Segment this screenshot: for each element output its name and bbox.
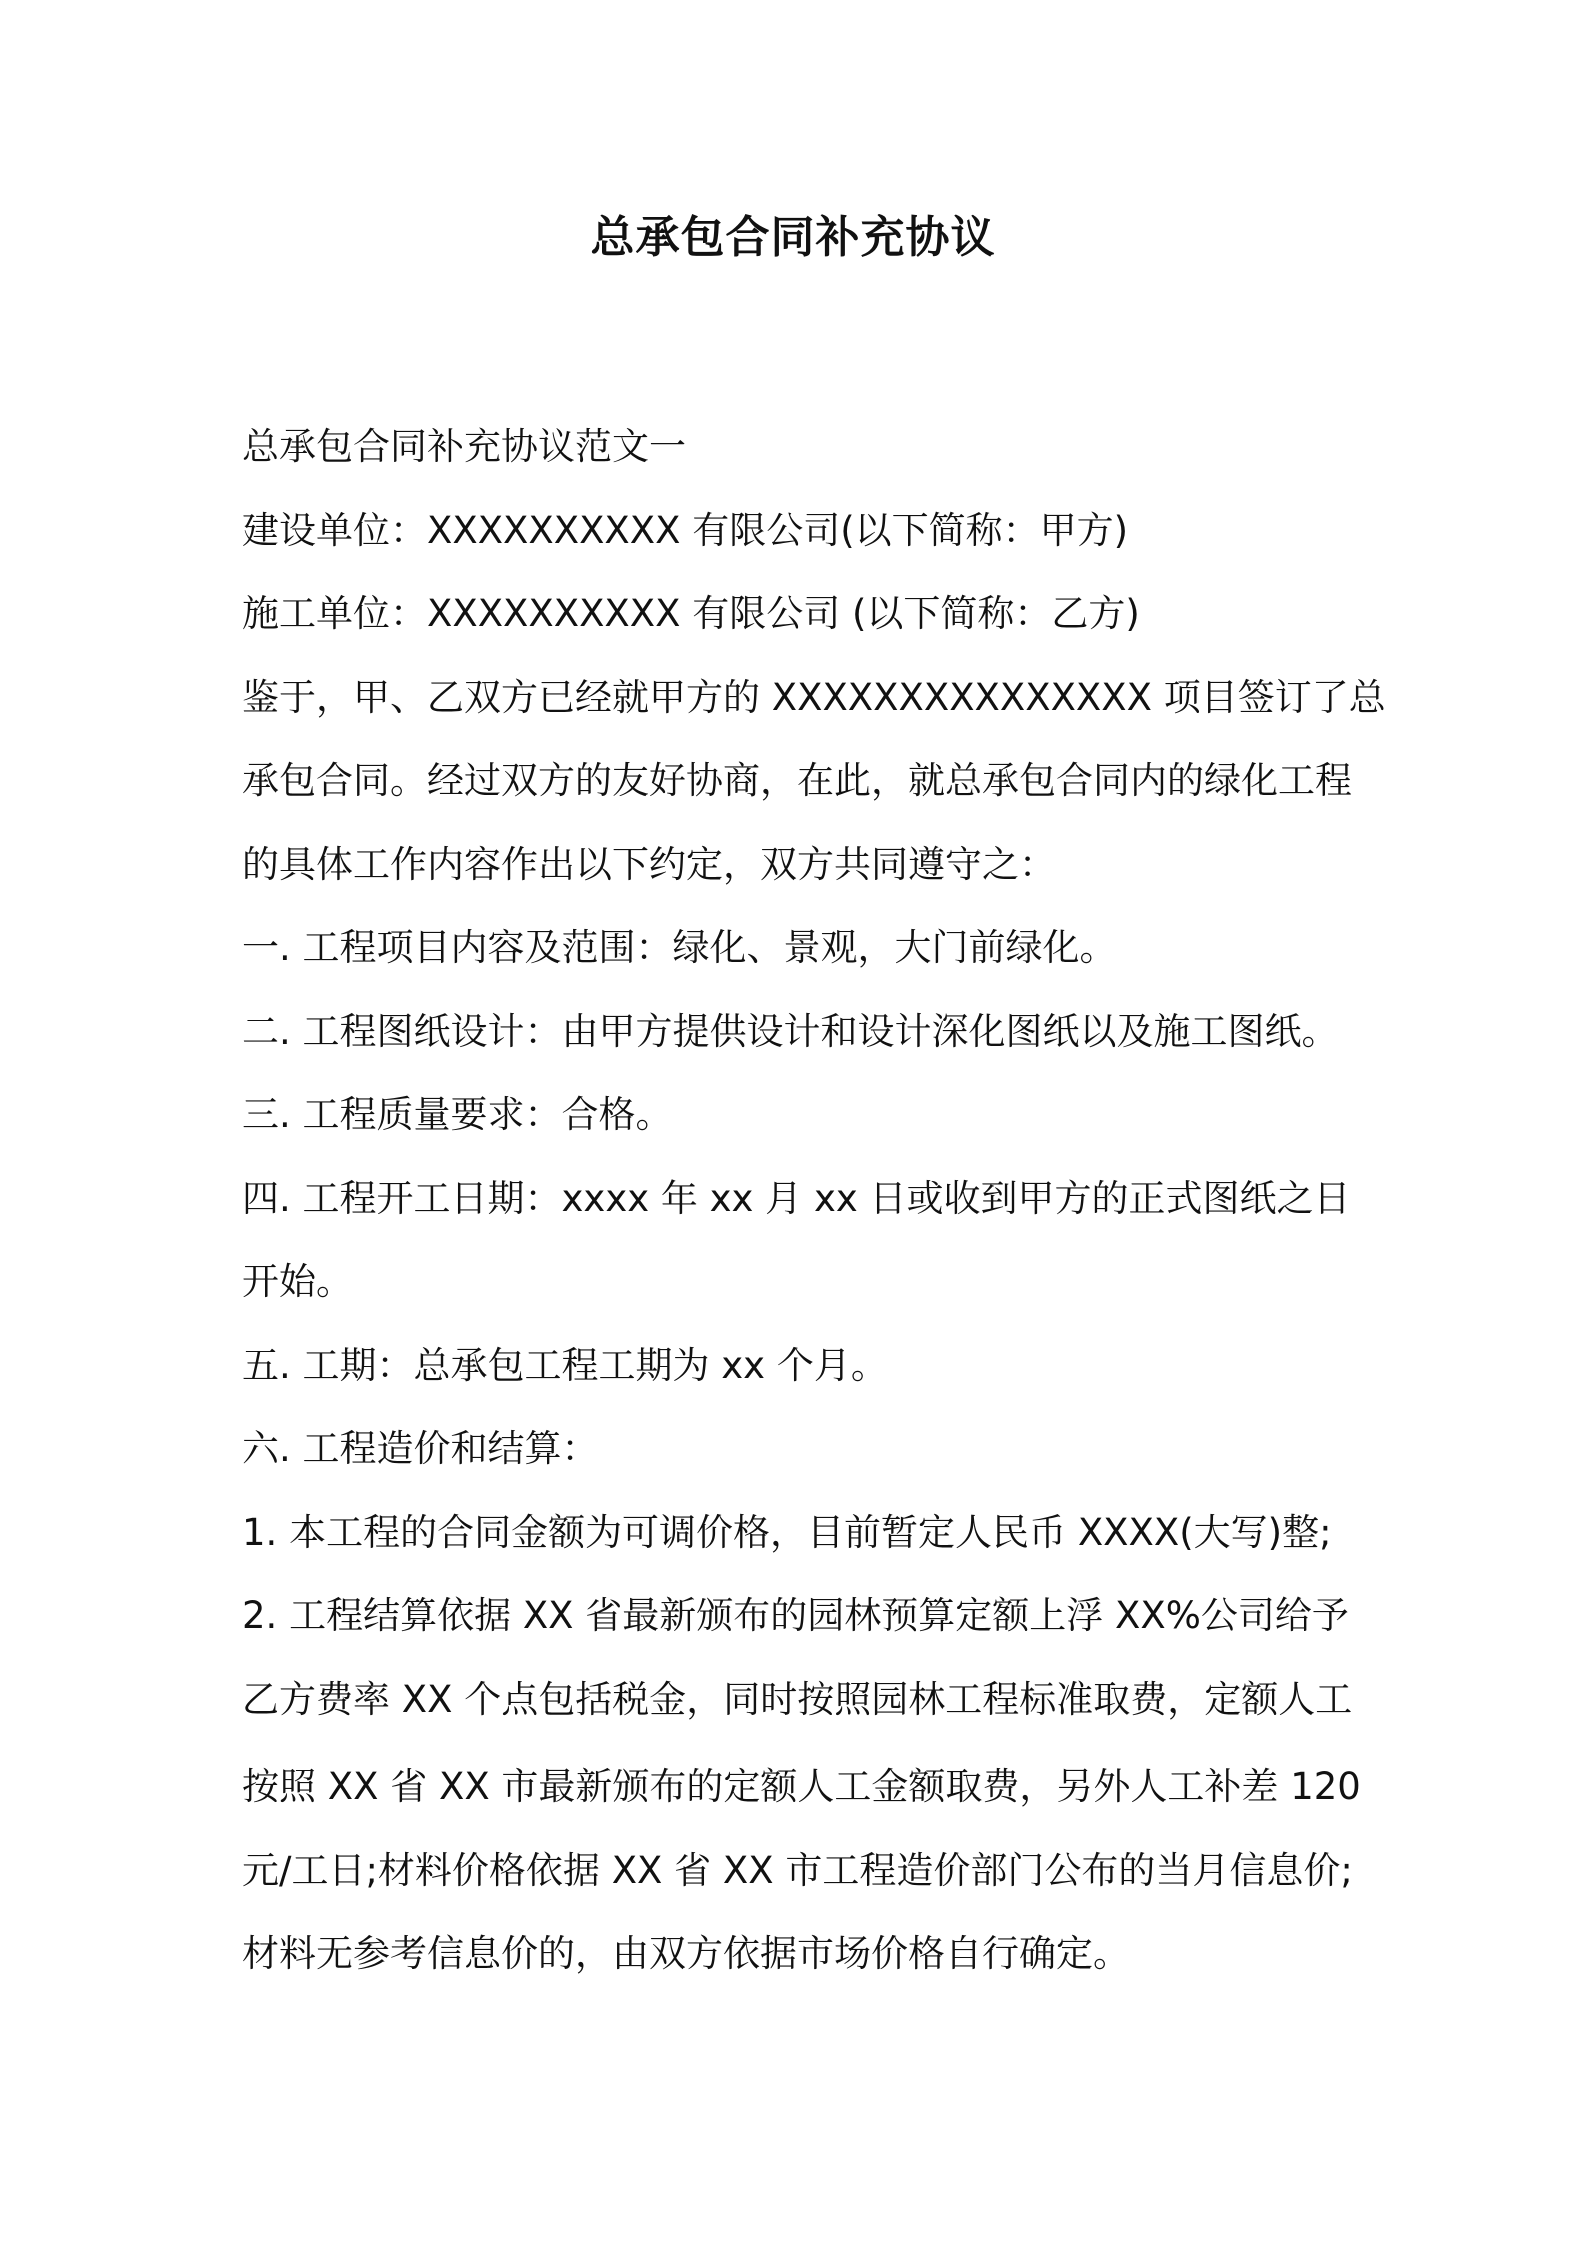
section-heading: 总承包合同补充协议范文一 — [242, 425, 686, 468]
clause-4-line-2: 开始。 — [242, 1260, 353, 1303]
preamble-line-2: 承包合同。经过双方的友好协商，在此，就总承包合同内的绿化工程 — [242, 759, 1352, 802]
preamble-line-3: 的具体工作内容作出以下约定，双方共同遵守之： — [242, 842, 1056, 886]
clause-4-line-1: 四. 工程开工日期：xxxx 年 xx 月 xx 日或收到甲方的正式图纸之日 — [242, 1176, 1351, 1220]
preamble-line-1: 鉴于，甲、乙双方已经就甲方的 XXXXXXXXXXXXXXX 项目签订了总 — [242, 675, 1386, 719]
clause-3: 三. 工程质量要求：合格。 — [242, 1093, 673, 1136]
subclause-2-line-2: 乙方费率 XX 个点包括税金，同时按照园林工程标准取费，定额人工 — [242, 1677, 1353, 1721]
document-body — [242, 405, 1386, 1996]
subclause-1: 1. 本工程的合同金额为可调价格，目前暂定人民币 XXXX(大写)整; — [242, 1510, 1332, 1554]
subclause-2-line-3: 按照 XX 省 XX 市最新颁布的定额人工金额取费，另外人工补差 120 — [242, 1765, 1361, 1808]
document-title: 总承包合同补充协议 — [590, 212, 996, 263]
clause-2: 二. 工程图纸设计：由甲方提供设计和设计深化图纸以及施工图纸。 — [242, 1009, 1339, 1053]
subclause-2-line-1: 2. 工程结算依据 XX 省最新颁布的园林预算定额上浮 XX%公司给予 — [242, 1594, 1349, 1637]
clause-6-heading: 六. 工程造价和结算： — [242, 1427, 599, 1470]
subclause-2-line-4: 元/工日;材料价格依据 XX 省 XX 市工程造价部门公布的当月信息价; — [242, 1848, 1353, 1892]
subclause-2-line-5: 材料无参考信息价的，由双方依据市场价格自行确定。 — [242, 1932, 1130, 1975]
party-a-line: 建设单位：XXXXXXXXXX 有限公司(以下简称：甲方) — [242, 508, 1129, 552]
clause-1: 一. 工程项目内容及范围：绿化、景观，大门前绿化。 — [242, 926, 1117, 969]
clause-5: 五. 工期：总承包工程工期为 xx 个月。 — [242, 1343, 888, 1387]
party-b-line: 施工单位：XXXXXXXXXX 有限公司 (以下简称：乙方) — [242, 592, 1140, 635]
